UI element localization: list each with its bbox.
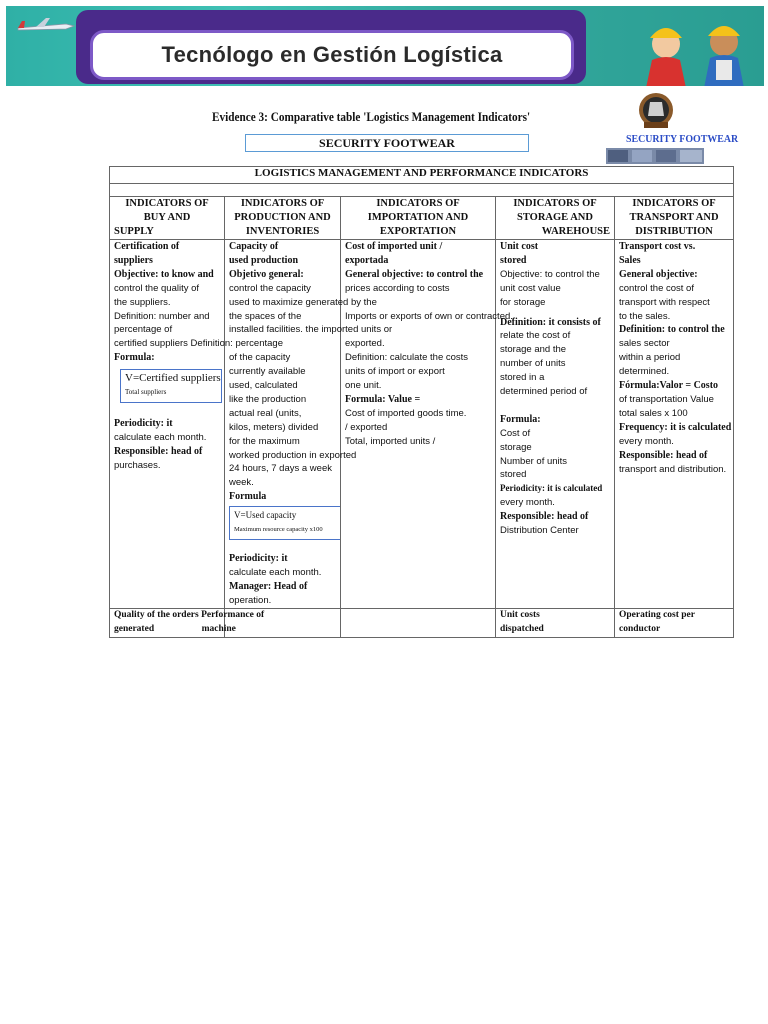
- column-header-production: INDICATORS OF PRODUCTION AND INVENTORIES: [225, 197, 341, 240]
- subject-box: SECURITY FOOTWEAR: [245, 134, 529, 152]
- security-footwear-logo-icon: [606, 92, 730, 164]
- airplane-icon: [16, 16, 76, 38]
- cell-operating-cost: Operating cost per conductor: [615, 608, 734, 637]
- cell-transport: Transport cost vs. Sales General objective: control the cost of transport with respect to the sales. Definition: to control the sales sector within a period determined. Fórmula:Valor = Costo of transportation Value total sales x 100 Frequency: it is calculated every month. Responsible: head of transport and distribution.: [615, 240, 734, 609]
- cell-unit-costs: Unit costs dispatched: [496, 608, 615, 637]
- formula-box-capacity: V=Used capacity Maximum resource capacity x100: [229, 506, 341, 540]
- column-header-storage: INDICATORS OF STORAGE AND WAREHOUSE: [496, 197, 615, 240]
- cell-buy-supply: Certification of suppliers Objective: to know and control the quality of the suppliers. Definition: number and percentage of certified suppliers Definition: percentage Formula: V=Certified suppliers Total suppliers Periodicity: it calculate each month. Responsible: head of purchases.: [110, 240, 225, 609]
- table-title: LOGISTICS MANAGEMENT AND PERFORMANCE INDICATORS: [110, 167, 734, 184]
- column-header-buy-supply: INDICATORS OF BUY AND SUPPLY: [110, 197, 225, 240]
- table-row: [110, 240, 734, 609]
- document-title: Evidence 3: Comparative table 'Logistics Management Indicators': [212, 110, 531, 124]
- logo-caption: SECURITY FOOTWEAR: [626, 133, 739, 145]
- indicators-table: [109, 166, 734, 638]
- cell-import-export: Cost of imported unit / exportada General objective: to control the prices according to costs Imports or exports of own or contracted. exported. Definition: calculate the costs units of import or export one unit. Formula: Value = Cost of imported goods time. / exported Total, imported units /: [341, 240, 496, 609]
- column-header-import-export: INDICATORS OF IMPORTATION AND EXPORTATION: [341, 197, 496, 240]
- banner-title: Tecnólogo en Gestión Logística: [90, 30, 574, 80]
- formula-box-suppliers: V=Certified suppliers Total suppliers: [120, 369, 222, 403]
- cell-orders-quality: Quality of the orders Performance of generated machine: [110, 608, 225, 637]
- header-banner: [6, 6, 764, 86]
- column-headers: [110, 197, 734, 240]
- column-header-transport: INDICATORS OF TRANSPORT AND DISTRIBUTION: [615, 197, 734, 240]
- cell-empty: [341, 608, 496, 637]
- cell-production: Capacity of used production Objetivo general: control the capacity used to maximize generated by the the spaces of the installed facilities. the imported units or of the capacity currently available used, calculated like the production actual real (units, kilos, meters) divided for the maximum worked production in exported 24 hours, 7 days a week week. Formula V=Used capacity Maximum resource capacity x100 Periodicity: it calculate each month. Manager: Head of operation.: [225, 240, 341, 609]
- spacer-row: [110, 184, 734, 197]
- cell-storage: Unit cost stored Objective: to control the unit cost value for storage Definition: it consists of relate the cost of storage and the number of units stored in a determined period of Formula: Cost of storage Number of units stored Periodicity: it is calculated every month. Responsible: head of Distribution Center: [496, 240, 615, 609]
- table-row: [110, 608, 734, 637]
- workers-illustration-icon: [624, 14, 764, 86]
